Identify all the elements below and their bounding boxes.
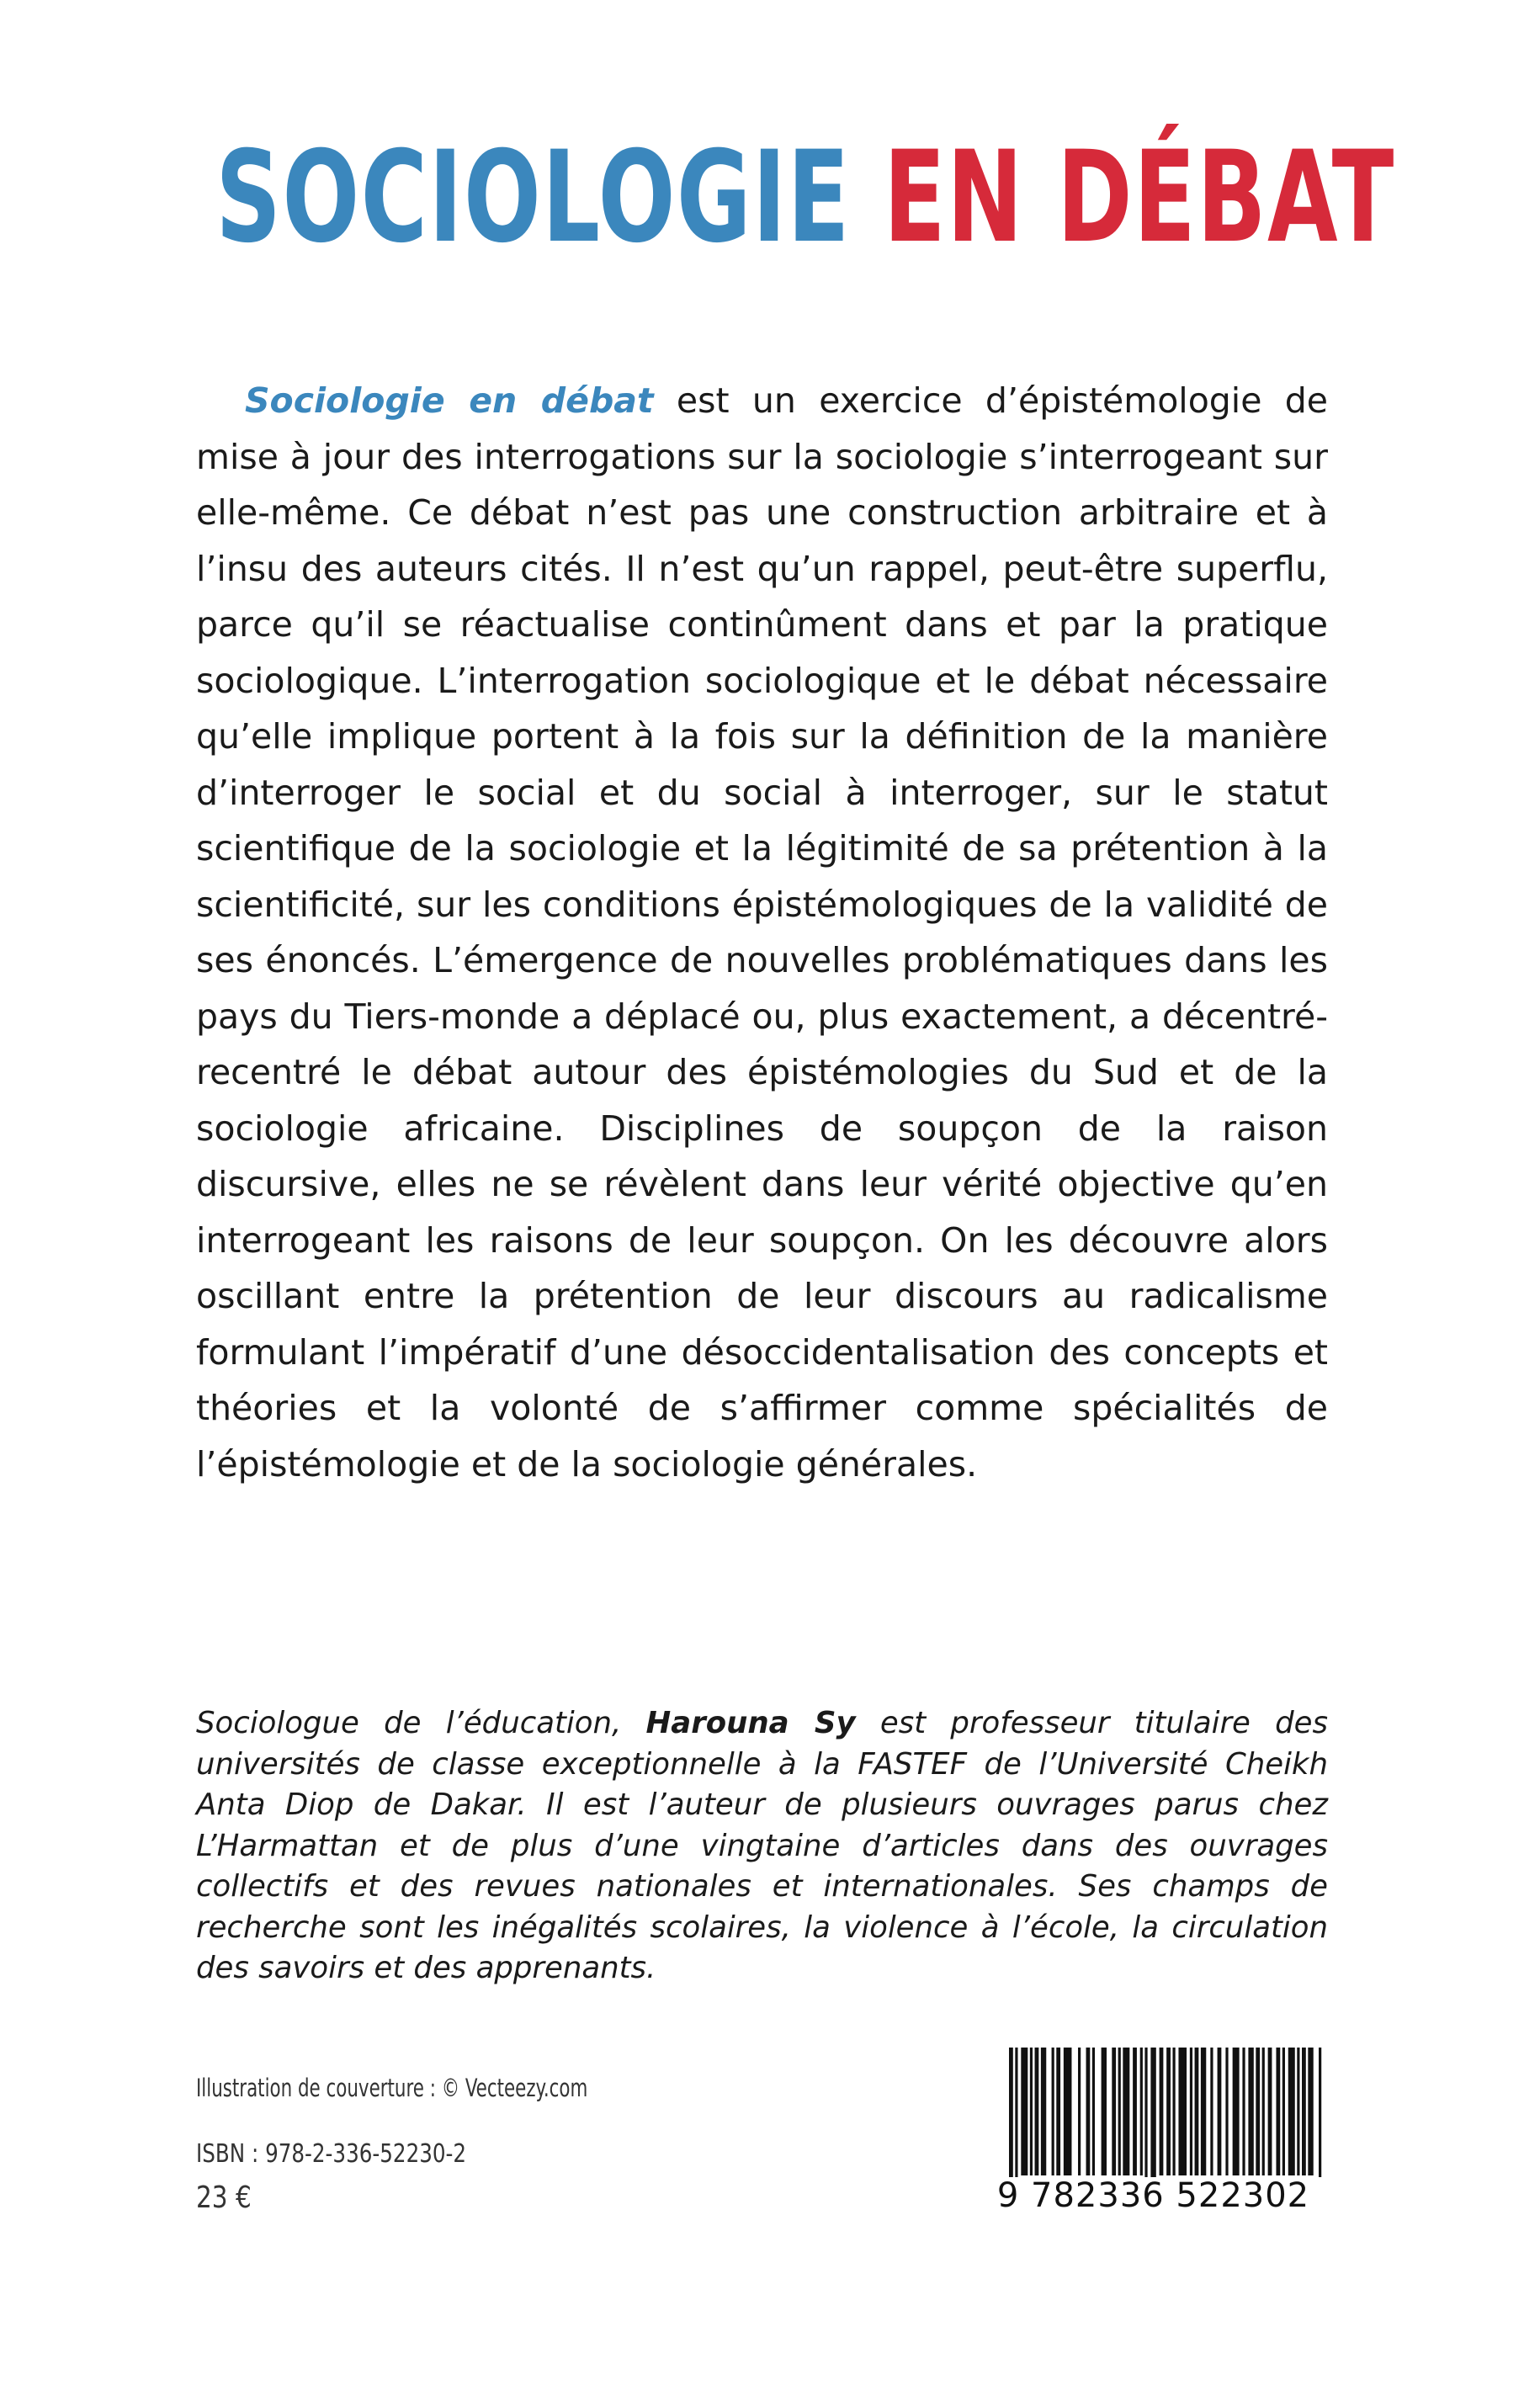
barcode-bar	[1009, 2048, 1013, 2196]
barcode-bar	[1233, 2048, 1240, 2175]
barcode-bar	[1021, 2048, 1028, 2175]
isbn: ISBN : 978-2-336-52230-2	[196, 2139, 467, 2169]
barcode-bar	[1297, 2048, 1299, 2175]
barcode-bar	[1288, 2048, 1295, 2175]
barcode-bar	[1092, 2048, 1095, 2175]
barcode-bar	[1282, 2048, 1285, 2175]
bio-intro: Sociologue de l’éducation,	[196, 1706, 646, 1740]
barcode-bar	[1030, 2048, 1033, 2175]
barcode-bar	[1041, 2048, 1046, 2175]
barcode-bar	[1225, 2048, 1228, 2175]
price: 23 €	[196, 2180, 252, 2215]
barcode-bar	[1133, 2048, 1137, 2175]
barcode-bar	[1190, 2048, 1192, 2175]
barcode-bar	[1172, 2048, 1175, 2175]
cover-credit: Illustration de couverture : © Vecteezy.com	[196, 2074, 588, 2102]
barcode-bar	[1302, 2048, 1306, 2175]
barcode	[979, 2048, 1328, 2215]
barcode-bar	[1064, 2048, 1072, 2175]
barcode-bar	[1218, 2048, 1222, 2175]
barcode-bar	[1256, 2048, 1260, 2175]
barcode-bar	[1268, 2048, 1272, 2175]
barcode-bar	[1276, 2048, 1280, 2175]
barcode-bar	[1102, 2048, 1107, 2175]
barcode-bar	[1160, 2048, 1164, 2175]
bio-text: est professeur titulaire des universités de classe exceptionnelle à la FASTEF de l’Université Cheikh Anta Diop de Dakar. Il est l’auteur de plusieurs ouvrages parus chez L’Harmattan et de plus d’une vingtaine d’articles dans des ouvrages collectifs et des revues nationales et internationales. Ses champs de recherche sont les inégalités scolaires, la violence à l’école, la circulation des savoirs et des apprenants.	[196, 1706, 1329, 1985]
barcode-bar	[1123, 2048, 1129, 2175]
barcode-bar	[1086, 2048, 1091, 2175]
barcode-bar	[1140, 2048, 1143, 2175]
summary-lead: Sociologie en débat	[245, 380, 654, 421]
barcode-bar	[1262, 2048, 1265, 2175]
barcode-bar	[1178, 2048, 1187, 2175]
barcode-bar	[1308, 2048, 1313, 2175]
barcode-digits: 9 782336 522302	[979, 2177, 1328, 2214]
summary-text: est un exercice d’épistémologie de mise à jour des interrogations sur la sociologie s’interrogeant sur elle-même. Ce débat n’est pas une construction arbitraire et à l’insu des auteurs cités. Il n’est qu’un rappel, peut-être superflu, parce qu’il se réactualise continûment dans et par la pratique sociologique. L’interrogation sociologique et le débat nécessaire qu’elle implique portent à la fois sur la définition de la manière d’interroger le social et du social à interroger, sur le statut scientifique de la sociologie et la légitimité de sa prétention à la scientificité, sur les conditions épistémologiques de la validité de ses énoncés. L’émergence de nouvelles problématiques dans les pays du Tiers-monde a déplacé ou, plus exactement, a décentré-recentré le débat autour des épistémologies du Sud et de la sociologie africaine. Disciplines de soupçon de la raison discursive, elles ne se révèlent dans leur vérité objective qu’en interrogeant les raisons de leur soupçon. On les découvre alors oscillant entre la prétention de leur discours au radicalisme formulant l’impératif d’une désoccidentalisation des concepts et théories et la volonté de s’affirmer comme spécialités de l’épistémologie et de la sociologie générales.	[196, 380, 1329, 1485]
book-title	[215, 125, 1395, 271]
barcode-bar	[1319, 2048, 1321, 2196]
barcode-bar	[1112, 2048, 1116, 2175]
barcode-bar	[1242, 2048, 1245, 2175]
barcode-bar	[1166, 2048, 1171, 2175]
barcode-bar	[1035, 2048, 1039, 2175]
barcode-bar	[1078, 2048, 1081, 2175]
barcode-bar	[1052, 2048, 1054, 2175]
barcode-bar	[1195, 2048, 1199, 2175]
barcode-bar	[1056, 2048, 1060, 2175]
author-name: Harouna Sy	[645, 1706, 856, 1740]
barcode-bar	[1144, 2048, 1147, 2196]
barcode-bar	[1015, 2048, 1017, 2196]
book-summary	[196, 373, 1328, 1492]
barcode-bar	[1201, 2048, 1206, 2175]
title-part-sociologie: SOCIOLOGIE	[215, 125, 851, 271]
author-bio	[196, 1703, 1328, 1989]
title-part-en-debat: EN DÉBAT	[883, 125, 1395, 271]
barcode-bar	[1248, 2048, 1253, 2175]
barcode-bar	[1150, 2048, 1155, 2196]
barcode-bar	[1210, 2048, 1213, 2175]
barcode-bar	[1118, 2048, 1121, 2175]
